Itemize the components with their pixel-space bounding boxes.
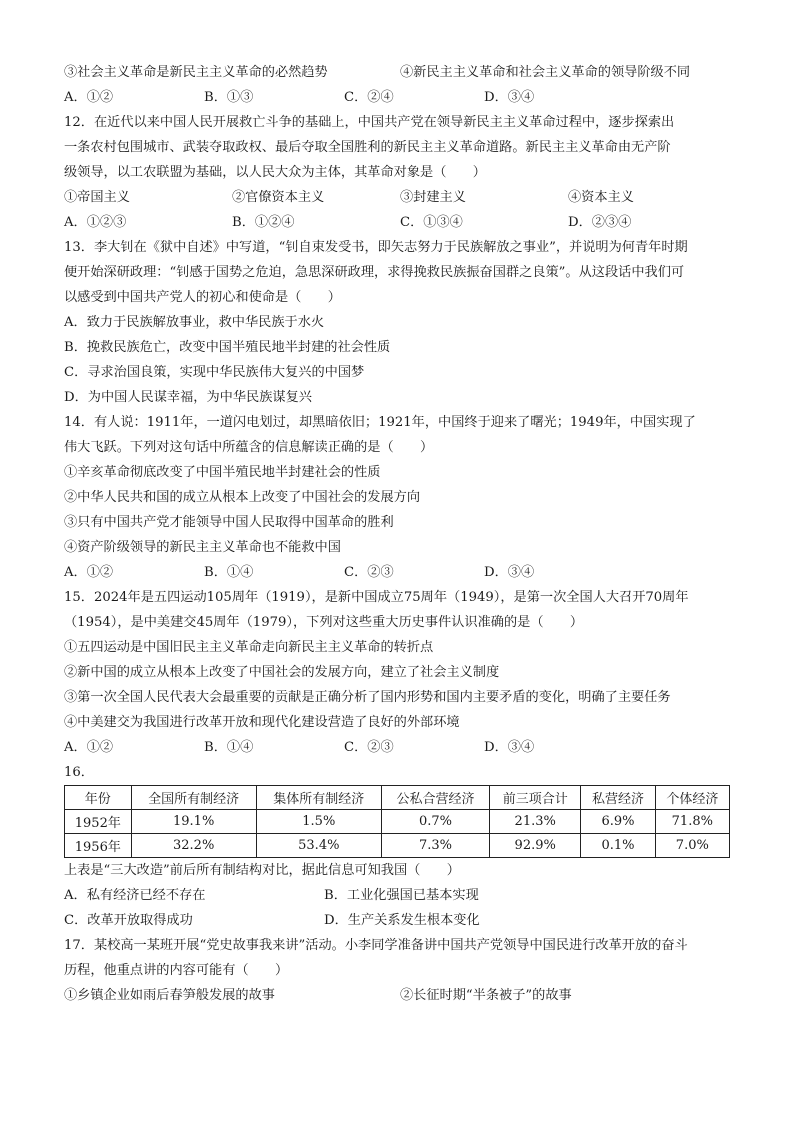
q17-stem-line-2: 历程，他重点讲的内容可能有（ ）: [64, 963, 289, 978]
q13-option-a[interactable]: A．致力于民族解放事业，救中华民族于水火: [64, 315, 325, 330]
q12-item-4: ④资本主义: [568, 190, 634, 205]
q14-options: [64, 560, 736, 585]
table-header-cell: 个体经济: [655, 786, 729, 810]
q11-option-c[interactable]: C．②④: [344, 90, 394, 105]
q13-stem-line-1: 13．李大钊在《狱中自述》中写道，“钊自束发受书，即矢志努力于民族解放之事业”，并说明为何青年时期: [64, 240, 688, 255]
q11-option-d[interactable]: D．③④: [484, 90, 535, 105]
q15-stem-line-2: （1954），是中美建交45周年（1979），下列对这些重大历史事件认识准确的是（ ）: [64, 615, 584, 630]
q17-item-2: ②长征时期“半条被子”的故事: [400, 988, 572, 1003]
q16-options-row-2: [64, 908, 736, 933]
q14-option-c[interactable]: C．②③: [344, 565, 394, 580]
q14-option-b[interactable]: B．①④: [204, 565, 254, 580]
q15-item-2: ②新中国的成立从根本上改变了中国社会的发展方向，建立了社会主义制度: [64, 665, 500, 680]
q13-option-c[interactable]: C．寻求治国良策，实现中华民族伟大复兴的中国梦: [64, 365, 365, 380]
q12-item-3: ③封建主义: [400, 190, 466, 205]
table-header-cell: 年份: [65, 786, 132, 810]
ownership-structure-table: [64, 785, 730, 858]
table-row: [65, 810, 730, 834]
q16-option-a[interactable]: A．私有经济已经不存在: [64, 888, 206, 903]
table-cell: 0.1%: [581, 834, 655, 858]
table-cell: 7.3%: [381, 834, 489, 858]
q14-stem-line-2: 伟大飞跃。下列对这句话中所蕴含的信息解读正确的是（ ）: [64, 440, 434, 455]
q14-option-d[interactable]: D．③④: [484, 565, 535, 580]
q15-item-3: ③第一次全国人民代表大会最重要的贡献是正确分析了国内形势和国内主要矛盾的变化，明确了主要任务: [64, 690, 671, 705]
q13-option-b[interactable]: B．挽救民族危亡，改变中国半殖民地半封建的社会性质: [64, 340, 391, 355]
table-cell: 0.7%: [381, 810, 489, 834]
table-cell: 71.8%: [655, 810, 729, 834]
table-header-cell: 集体所有制经济: [256, 786, 381, 810]
table-cell: 32.2%: [131, 834, 256, 858]
q11-option-b[interactable]: B．①③: [204, 90, 254, 105]
q12-item-2: ②官僚资本主义: [232, 190, 325, 205]
table-cell: 6.9%: [581, 810, 655, 834]
table-cell: 1956年: [65, 834, 132, 858]
q17-item-1: ①乡镇企业如雨后春笋般发展的故事: [64, 988, 275, 1003]
table-row: [65, 834, 730, 858]
table-cell: 1952年: [65, 810, 132, 834]
q12-stem-line-3: 级领导，以工农联盟为基础，以人民大众为主体，其革命对象是（ ）: [64, 165, 486, 180]
q14-option-a[interactable]: A．①②: [64, 565, 114, 580]
table-header-cell: 公私合营经济: [381, 786, 489, 810]
q16-options-row-1: [64, 883, 736, 908]
table-cell: 19.1%: [131, 810, 256, 834]
exam-page: [64, 60, 736, 1008]
q15-option-b[interactable]: B．①④: [204, 740, 254, 755]
q12-option-c[interactable]: C．①③④: [400, 215, 463, 230]
q17-items-row: [64, 983, 736, 1008]
q14-item-4: ④资产阶级领导的新民主主义革命也不能救中国: [64, 540, 341, 555]
q15-option-c[interactable]: C．②③: [344, 740, 394, 755]
q12-item-1: ①帝国主义: [64, 190, 130, 205]
q12-option-a[interactable]: A．①②③: [64, 215, 127, 230]
q11-items-row: [64, 60, 736, 85]
q11-item-4: ④新民主主义革命和社会主义革命的领导阶级不同: [400, 65, 691, 80]
q12-option-d[interactable]: D．②③④: [568, 215, 632, 230]
q12-stem-line-2: 一条农村包围城市、武装夺取政权、最后夺取全国胜利的新民主主义革命道路。新民主主义革命由无产阶: [64, 140, 671, 155]
table-header-cell: 全国所有制经济: [131, 786, 256, 810]
table-cell: 7.0%: [655, 834, 729, 858]
q16-option-d[interactable]: D．生产关系发生根本变化: [324, 913, 480, 928]
q15-option-d[interactable]: D．③④: [484, 740, 535, 755]
q11-option-a[interactable]: A．①②: [64, 90, 114, 105]
q16-option-c[interactable]: C．改革开放取得成功: [64, 913, 193, 928]
table-cell: 53.4%: [256, 834, 381, 858]
q14-item-1: ①辛亥革命彻底改变了中国半殖民地半封建社会的性质: [64, 465, 381, 480]
q14-item-2: ②中华人民共和国的成立从根本上改变了中国社会的发展方向: [64, 490, 421, 505]
q14-stem-line-1: 14．有人说：1911年，一道闪电划过，却黑暗依旧；1921年，中国终于迎来了曙光；1949年，中国实现了: [64, 415, 696, 430]
table-cell: 21.3%: [490, 810, 581, 834]
q16-number: 16．: [64, 765, 94, 780]
q13-option-d[interactable]: D．为中国人民谋幸福，为中华民族谋复兴: [64, 390, 312, 405]
q12-options: [64, 210, 736, 235]
q16-stem: 上表是“三大改造”前后所有制结构对比，据此信息可知我国（ ）: [64, 863, 460, 878]
q15-item-1: ①五四运动是中国旧民主主义革命走向新民主主义革命的转折点: [64, 640, 434, 655]
q12-option-b[interactable]: B．①②④: [232, 215, 295, 230]
q17-stem-line-1: 17．某校高一某班开展“党史故事我来讲”活动。小李同学准备讲中国共产党领导中国民进行改革开放的奋斗: [64, 938, 688, 953]
q16-option-b[interactable]: B．工业化强国已基本实现: [324, 888, 479, 903]
q15-option-a[interactable]: A．①②: [64, 740, 114, 755]
table-cell: 92.9%: [490, 834, 581, 858]
q15-item-4: ④中美建交为我国进行改革开放和现代化建设营造了良好的外部环境: [64, 715, 460, 730]
table-header-cell: 私营经济: [581, 786, 655, 810]
table-cell: 1.5%: [256, 810, 381, 834]
q12-stem-line-1: 12．在近代以来中国人民开展救亡斗争的基础上，中国共产党在领导新民主主义革命过程中，逐步探索出: [64, 115, 675, 130]
q14-item-3: ③只有中国共产党才能领导中国人民取得中国革命的胜利: [64, 515, 394, 530]
q13-stem-line-3: 以感受到中国共产党人的初心和使命是（ ）: [64, 290, 341, 305]
q12-items-row: [64, 185, 736, 210]
table-header-row: [65, 786, 730, 810]
q15-stem-line-1: 15．2024年是五四运动105周年（1919），是新中国成立75周年（1949），是第一次全国人大召开70周年: [64, 590, 689, 605]
q13-stem-line-2: 便开始深研政理：“钊感于国势之危迫，急思深研政理，求得挽救民族振奋国群之良策”。从这段话中我们可: [64, 265, 685, 280]
q11-item-3: ③社会主义革命是新民主主义革命的必然趋势: [64, 65, 328, 80]
q15-options: [64, 735, 736, 760]
table-header-cell: 前三项合计: [490, 786, 581, 810]
q11-options: [64, 85, 736, 110]
